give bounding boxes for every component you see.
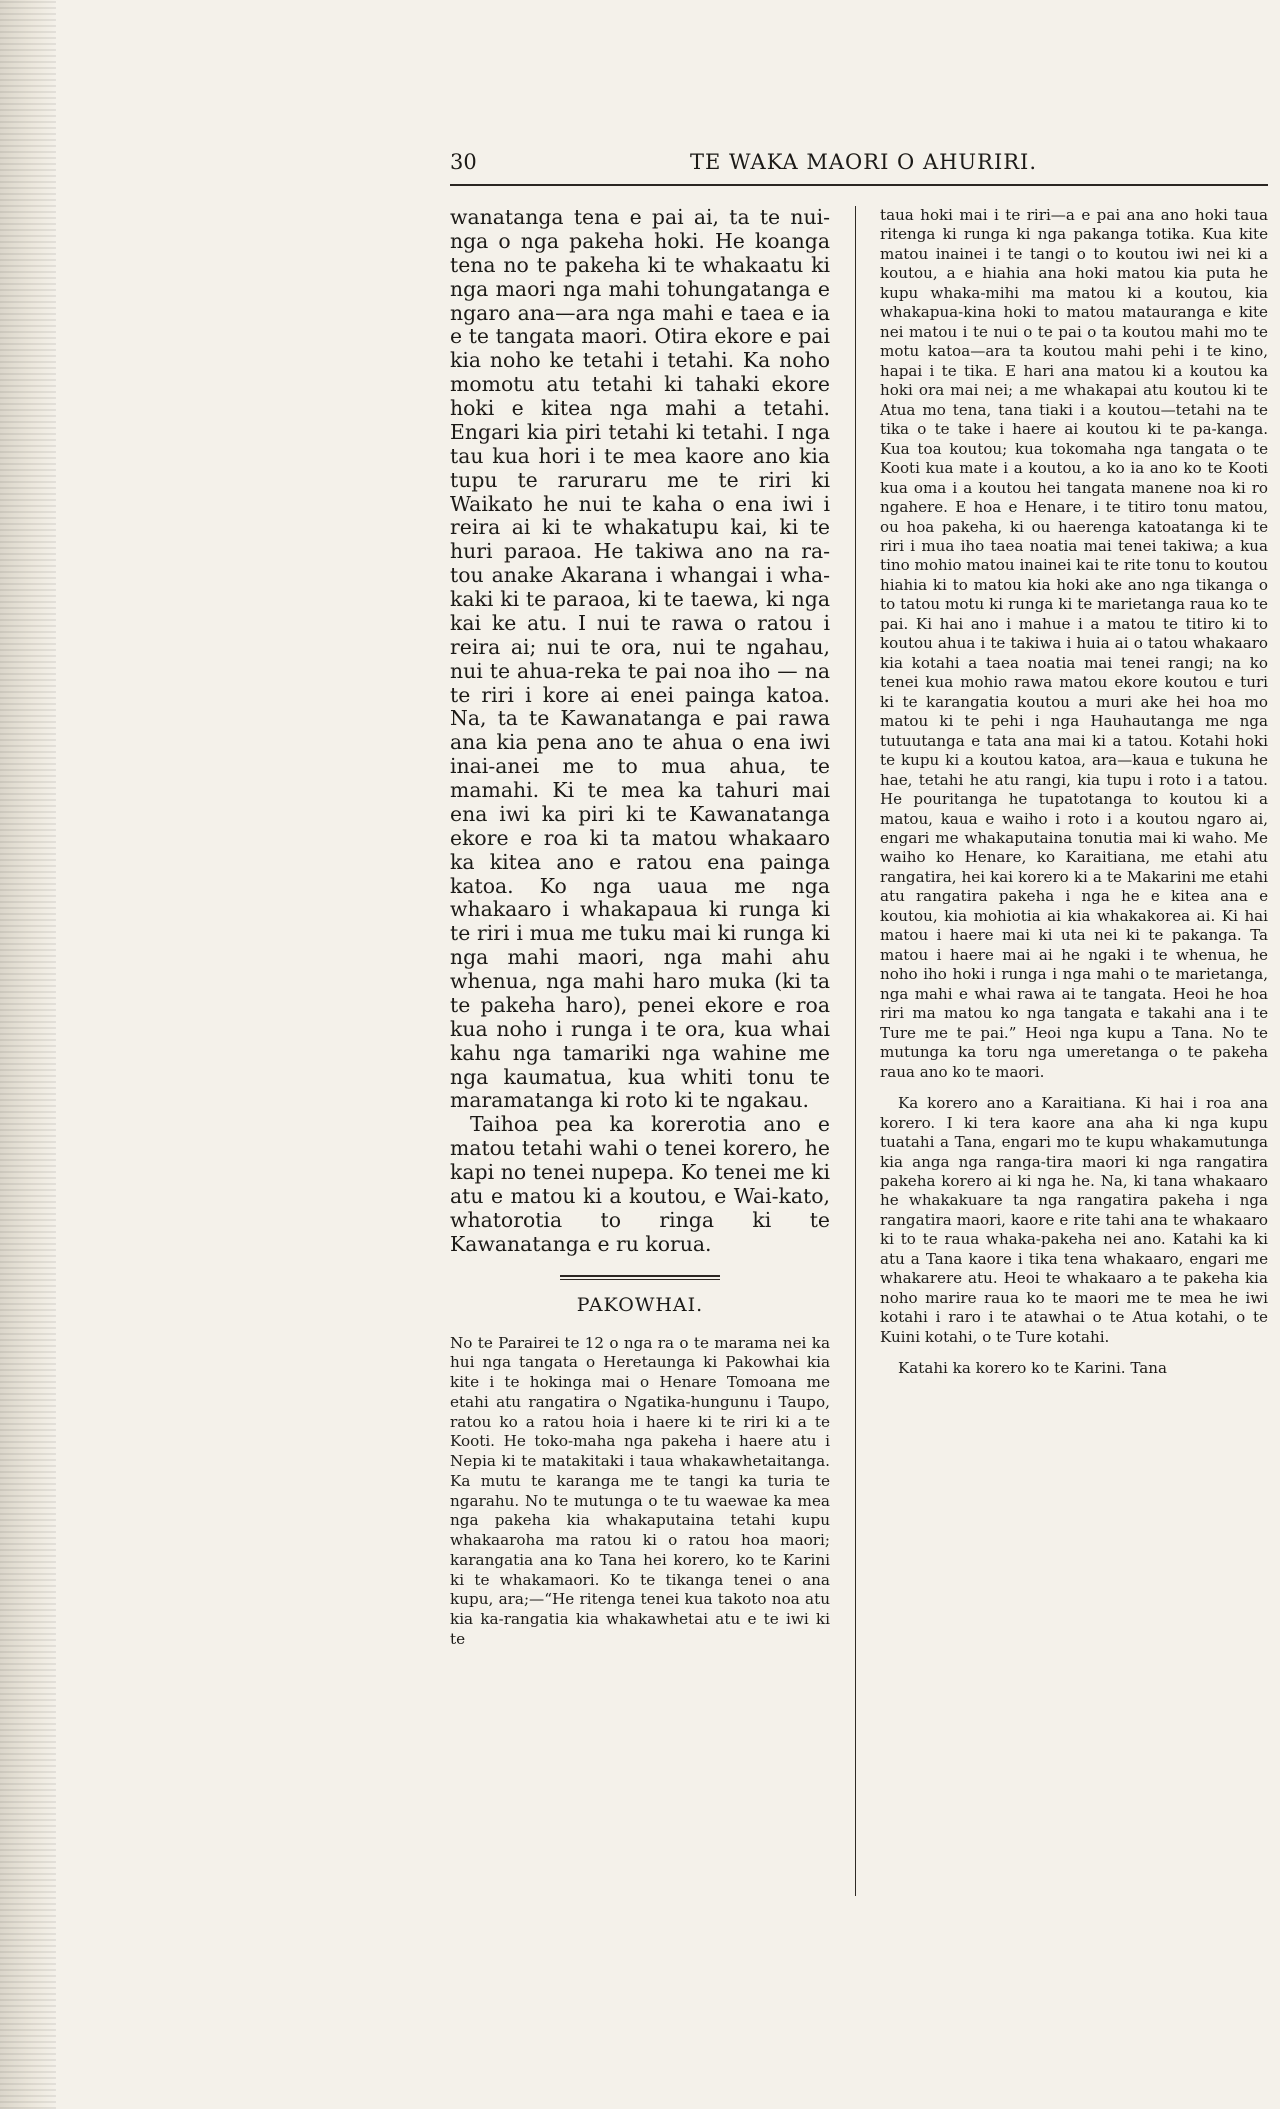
- report-paragraph: No te Parairei te 12 o nga ra o te marama nei ka hui nga tangata o Heretaunga ki Pakowhai kia kite i te hokinga mai o Henare Tomoana me etahi atu rangatira o Ngatika-hungunu i Taupo, ratou ko a ratou hoia i haere ki te riri ki a te Kooti. He toko-maha nga pakeha i haere atu i Nepia ki te matakitaki i taua whakawhetaitanga. Ka mutu te karanga me te tangi ka turia te ngarahu. No te mutunga o te tu waewae ka mea nga pakeha kia whakaputaina tetahi kupu whakaaroha ma ratou ki o ratou hoa maori; karangatia ana ko Tana hei korero, ko te Karini ki te whakamaori. Ko te tikanga tenei o ana kupu, ara;—“He ritenga tenei kua takoto noa atu kia ka-rangatia kia whakawhetai atu e te iwi ki te: [450, 1333, 830, 1648]
- right-column: [880, 206, 1268, 1379]
- newspaper-page: [450, 150, 1268, 1986]
- running-head: [450, 150, 1268, 186]
- article-paragraph-1: wanatanga tena e pai ai, ta te nui-nga o nga pakeha hoki. He koanga tena no te pakeha ki te whakaatu ki nga maori nga mahi tohungatanga e ngaro ana—ara nga mahi e taea e ia e te tangata maori. Otira ekore e pai kia noho ke tetahi i tetahi. Ka noho momotu atu tetahi ki tahaki ekore hoki e kitea nga mahi a tetahi. Engari kia piri tetahi ki tetahi. I nga tau kua hori i te mea kaore ano kia tupu te raruraru me te riri ki Waikato he nui te kaha o ena iwi i reira ai ki te whakatupu kai, ki te huri paraoa. He takiwa ano na ra-tou anake Akarana i whangai i wha-kaki ki te paraoa, ki te taewa, ki nga kai ke atu. I nui te rawa o ratou i reira ai; nui te ora, nui te ngahau, nui te ahua-reka te pai noa iho — na te riri i kore ai enei painga katoa. Na, ta te Kawanatanga e pai rawa ana kia pena ano te ahua o ena iwi inai-anei me to mua ahua, te mamahi. Ki te mea ka tahuri mai ena iwi ka piri ki te Kawanatanga ekore e roa ki ta matou whakaaro ka kitea ano e ratou ena painga katoa. Ko nga uaua me nga whakaaro i whakapaua ki runga ki te riri i mua me tuku mai ki runga ki nga mahi maori, nga mahi ahu whenua, nga mahi haro muka (ki ta te pakeha haro), penei ekore e roa kua noho i runga i te ora, kua whai kahu nga tamariki nga wahine me nga kaumatua, kua whiti tonu te maramatanga ki roto ki te ngakau.: [450, 205, 830, 1113]
- right-paragraph-1: taua hoki mai i te riri—a e pai ana ano hoki taua ritenga ki runga ki nga pakanga totika. Kua kite matou inainei i te tangi o to koutou iwi nei ki a koutou, a e hiahia ana hoki matou kia puta he kupu whaka-mihi ma matou ki a koutou, kia whakapua-kina hoki to matou matauranga e kite nei matou i te nui o te pai o ta koutou mahi mo te motu katoa—ara ta koutou mahi pehi i te kino, hapai i te tika. E hari ana matou ki a koutou ka hoki ora mai nei; a me whakapai atu koutou ki te Atua mo tena, tana tiaki i a koutou—tetahi na te tika o te take i haere ai koutou ki te pa-kanga. Kua toa koutou; kua tokomaha nga tangata o te Kooti kua mate i a koutou, a ko ia ano ko te Kooti kua oma i a koutou hei tangata manene noa ki ro ngahere. E hoa e Henare, i te titiro tonu matou, ou hoa pakeha, ki ou haerenga katoatanga ki te riri i mua iho taea noatia mai tenei takiwa; a kua tino mohio matou inainei kai te rite tonu to koutou hiahia ki to matou kia hoki ake ano nga tikanga o to tatou motu ki runga ki te marietanga raua ko te pai. Ki hai ano i mahue i a matou te titiro ki to koutou ahua i te takiwa i huia ai o tatou whakaaro kia kotahi a taea noatia mai tenei rangi; na ko tenei kua mohio rawa matou ekore koutou e turi ki te karangatia koutou a muri ake hei hoa mo matou ki te pehi i nga Hauhautanga me nga tutuutanga e tata ana mai ki a tatou. Kotahi hoki te kupu ki a koutou katoa, ara—kaua e tukuna he hae, tetahi he atu rangi, kia tupu i roto i a tatou. He pouritanga he tupatotanga to koutou ki a matou, kaua e waiho i roto i a koutou ngaro ai, engari me whakaputaina tonutia mai ki waho. Me waiho ko Henare, ko Karaitiana, me etahi atu rangatira, hei kai korero ki a te Makarini me etahi atu rangatira pakeha i nga he e kitea ana e koutou, kia mohiotia ai kia whakakorea ai. Ki hai matou i haere mai ki uta nei ki te pakanga. Ta matou i haere mai ai he ngaki i te whenua, he noho iho hoki i runga i nga mahi o te marietanga, nga mahi e whai rawa ai te tangata. Heoi he hoa riri ma matou ko nga tangata e takahi ana i te Ture me te pai.” Heoi nga kupu a Tana. No te mutunga ka toru nga umeretanga o te pakeha raua ano ko te maori.: [880, 206, 1268, 1081]
- text-columns: [450, 206, 1268, 1986]
- scan-edge: [0, 0, 56, 2109]
- page-number: 30: [450, 150, 477, 174]
- article-paragraph-2: Taihoa pea ka korerotia ano e matou tetahi wahi o tenei korero, he kapi no tenei nupepa. Ko tenei me ki atu e matou ki a koutou, e Wai-kato, whatorotia to ringa ki te Kawanatanga e ru korua.: [450, 1112, 830, 1256]
- section-heading: PAKOWHAI.: [576, 1293, 704, 1316]
- journal-title: TE WAKA MAORI O AHURIRI.: [690, 150, 1038, 174]
- right-paragraph-3: Katahi ka korero ko te Karini. Tana: [898, 1359, 1168, 1378]
- section-rule: [560, 1275, 720, 1280]
- left-column: [450, 206, 830, 1650]
- right-paragraph-2: Ka korero ano a Karaitiana. Ki hai i roa ana korero. I ki tera kaore ana aha ki nga kupu tuatahi a Tana, engari mo te kupu whakamutunga kia anga nga ranga-tira maori ki nga rangatira pakeha korero ai ki nga he. Na, ki tana whakaaro he whakakuare ta nga rangatira pakeha i nga rangatira maori, kaore e rite tahi ana te whakaaro ki to te raua whaka-pakeha nei ano. Katahi ka ki atu a Tana kaore i tika tena whakaaro, engari me whakarere atu. Heoi te whakaaro a te pakeha kia noho marire raua ko te maori me te mea he iwi kotahi i raro i te atawhai o te Atua kotahi, o te Kuini kotahi, o te Ture kotahi.: [880, 1094, 1268, 1346]
- column-divider: [855, 206, 856, 1896]
